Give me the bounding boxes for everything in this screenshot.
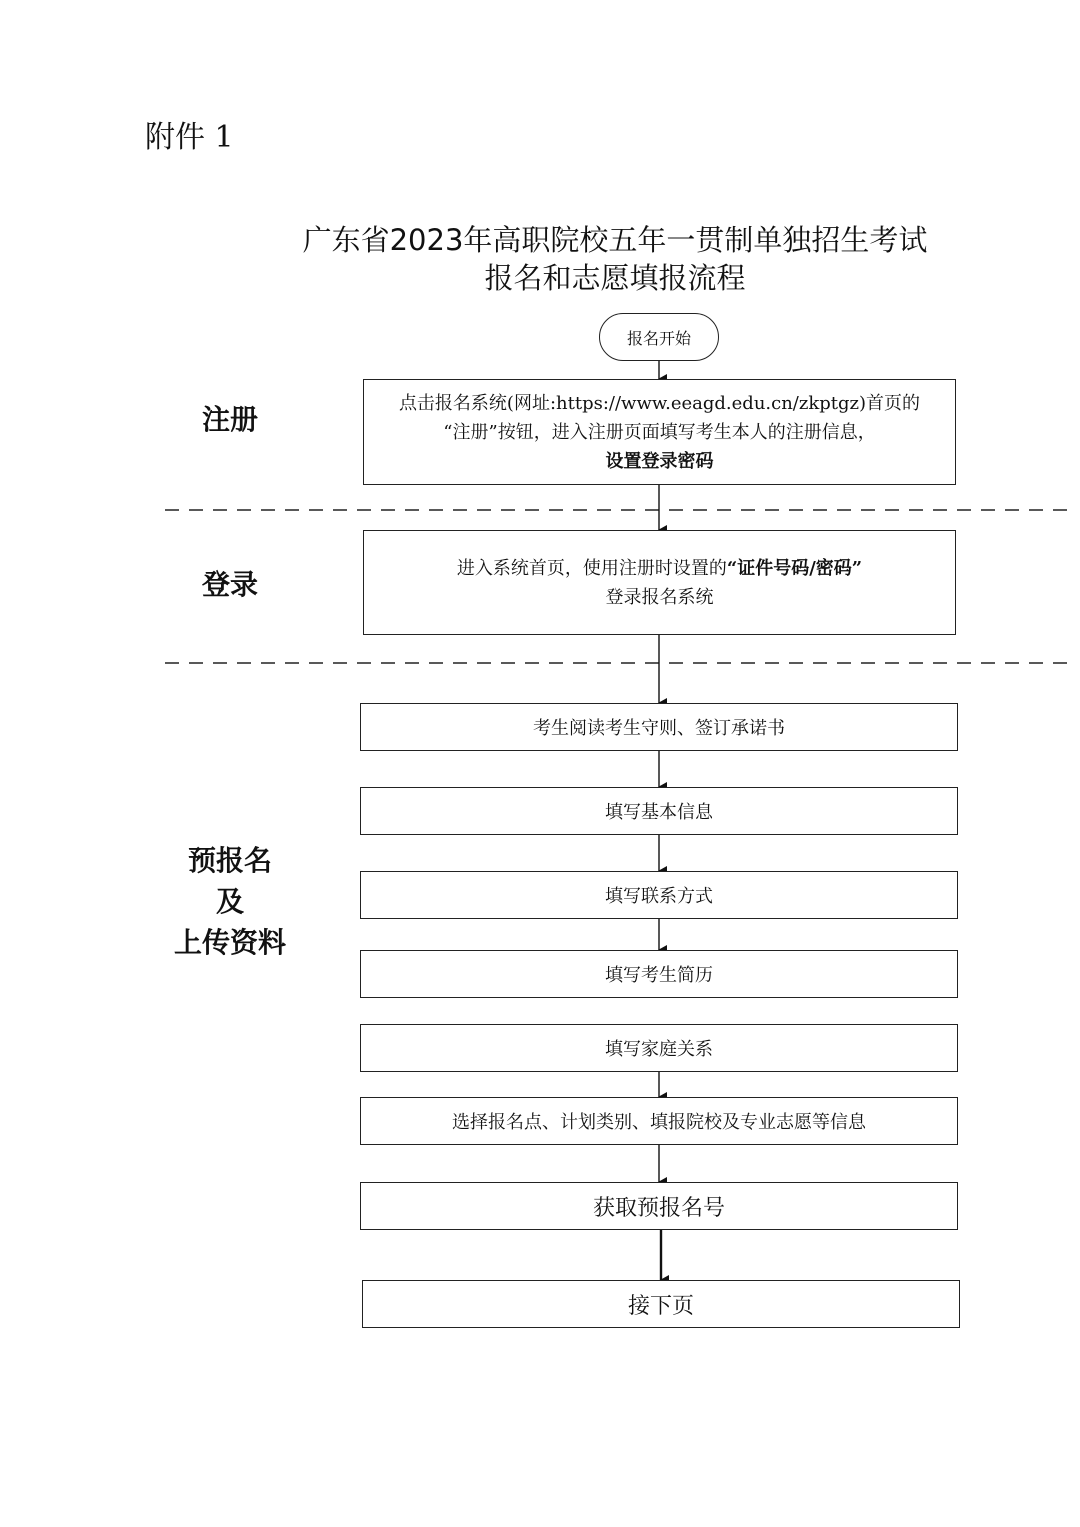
section-label-pre-register-line-1: 预报名: [187, 844, 272, 877]
step-family: [360, 1024, 958, 1072]
section-label-login: 登录: [201, 568, 258, 601]
step-resume: [360, 950, 958, 998]
step-resume-label: 填写考生简历: [605, 965, 713, 986]
step-next-page-label: 接下页: [627, 1293, 694, 1319]
step-contact: [360, 871, 958, 919]
step-next-page: [362, 1280, 960, 1328]
section-label-pre-register-line-2: 及: [215, 885, 244, 918]
step-login-line-1-emphasis: “证件号码/密码”: [726, 557, 863, 579]
step-get-number-label: 获取预报名号: [592, 1195, 725, 1221]
step-register-line-1: 点击报名系统(网址:https://www.eeagd.edu.cn/zkptgz)首页的: [398, 392, 921, 414]
step-login-line-2: 登录报名系统: [605, 586, 714, 608]
step-contact-label: 填写联系方式: [605, 886, 713, 907]
step-register-line-2: “注册”按钮，进入注册页面填写考生本人的注册信息，: [443, 421, 876, 443]
section-label-register: 注册: [201, 403, 258, 436]
title-line-1: 广东省2023年高职院校五年一贯制单独招生考试: [302, 223, 928, 257]
step-choose-label: 选择报名点、计划类别、填报院校及专业志愿等信息: [452, 1112, 866, 1133]
section-label-pre-register-line-3: 上传资料: [173, 926, 286, 959]
start-node: 报名开始: [599, 313, 719, 361]
step-login-line-1: [457, 554, 862, 583]
step-family-label: 填写家庭关系: [605, 1039, 713, 1060]
step-read-rules: [360, 703, 958, 751]
title-line-2: 报名和志愿填报流程: [484, 261, 746, 295]
step-register: [363, 379, 956, 485]
attachment-label: 附件 1: [145, 120, 234, 155]
step-basic-info-label: 填写基本信息: [605, 802, 713, 823]
step-choose: [360, 1097, 958, 1145]
step-login-line-1-prefix: 进入系统首页，使用注册时设置的: [456, 557, 727, 579]
step-basic-info: [360, 787, 958, 835]
step-login: [363, 530, 956, 635]
step-get-number: [360, 1182, 958, 1230]
step-register-line-3: 设置登录密码: [605, 450, 714, 472]
step-read-rules-label: 考生阅读考生守则、签订承诺书: [533, 718, 785, 739]
